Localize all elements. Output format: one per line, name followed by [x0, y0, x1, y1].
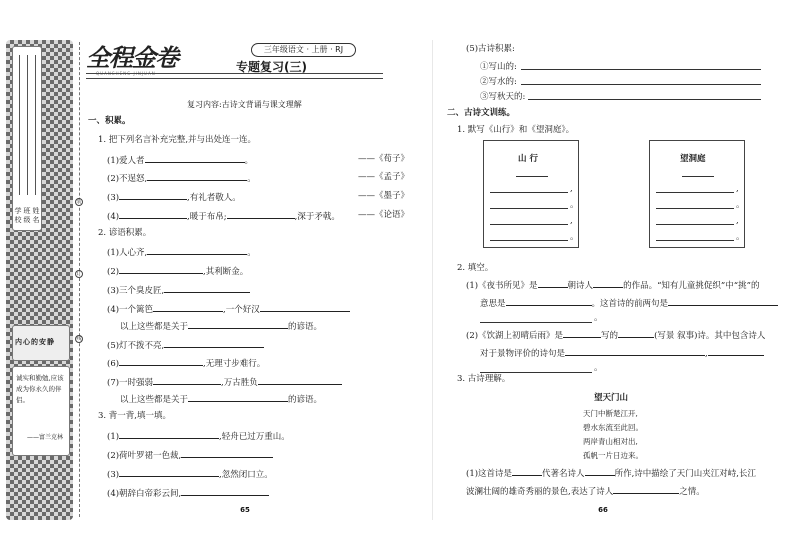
author-line[interactable]: [682, 176, 714, 177]
q2-item-5: (5)灯不拨不亮,: [107, 340, 264, 351]
binding-mark-2: 订: [76, 271, 82, 277]
q3-prompt: 3. 背一背,填一填。: [98, 411, 172, 421]
cut-line: [79, 42, 80, 517]
answer-line[interactable]: [490, 192, 568, 193]
answer-blank[interactable]: [145, 155, 245, 163]
answer-blank[interactable]: [119, 192, 187, 200]
school-label: 学校: [14, 207, 22, 225]
page-divider: [432, 40, 433, 520]
answer-line[interactable]: [480, 322, 592, 323]
r3-item-1: (1)这首诗是 代著名诗人 所作,诗中描绘了天门山夹江对峙,长江: [466, 469, 756, 479]
poem-title: 望天门山: [594, 393, 629, 403]
answer-blank[interactable]: [147, 247, 247, 255]
answer-blank[interactable]: [119, 469, 219, 477]
page-number-right: 66: [590, 504, 616, 516]
answer-blank[interactable]: [181, 488, 269, 496]
answer-blank[interactable]: [506, 298, 592, 306]
answer-line[interactable]: [521, 69, 761, 70]
answer-blank[interactable]: [119, 358, 203, 366]
poem-line: 孤帆一片日边来。: [583, 451, 643, 460]
answer-line[interactable]: [656, 192, 734, 193]
r3-prompt: 3. 古诗理解。: [457, 374, 511, 384]
r2-item-1: (1)《夜书所见》是 朝诗人 的作品。“知有儿童挑促织”中“挑”的: [466, 281, 760, 291]
poem-box-shanxing: 山 行 , 。 , 。: [483, 140, 579, 248]
answer-blank[interactable]: [708, 348, 764, 356]
answer-blank[interactable]: [164, 285, 250, 293]
q5-item-3: ③写秋天的:: [480, 92, 526, 102]
q3-item-4: (4)朝辞白帝彩云间,: [107, 488, 269, 499]
answer-blank[interactable]: [563, 330, 601, 338]
r1-prompt: 1. 默写《山行》和《望洞庭》。: [457, 125, 575, 135]
answer-line[interactable]: [490, 208, 568, 209]
edition-badge: 三年级语文 · 上册 · RJ: [251, 43, 356, 57]
q1-source-1: ——《荀子》: [358, 154, 410, 164]
motto-frame: [12, 366, 70, 456]
q1-item-1: (1)爱人者 。: [107, 156, 254, 166]
answer-blank[interactable]: [227, 211, 295, 219]
q1-item-3: (3) ,有礼者敬人。: [107, 193, 241, 203]
answer-blank[interactable]: [538, 280, 568, 288]
r2-item-1-cont: 意思是 。这首诗的前两句是: [480, 298, 778, 309]
name-label: 姓名: [32, 207, 40, 225]
r3-item-1-cont: 波澜壮阔的雄奇秀丽的景色,表达了诗人 之情。: [466, 487, 705, 497]
motto-title: 内心的安静: [15, 337, 55, 346]
page-title: 专题复习(三): [236, 60, 307, 74]
student-info-frame: [12, 46, 42, 231]
author-line[interactable]: [516, 176, 548, 177]
q2-summary-1: 以上这些都是关于 的谚语。: [120, 322, 323, 332]
answer-line[interactable]: [480, 372, 592, 373]
q1-item-2: (2)不逞怒, 。: [107, 174, 256, 184]
r2-item-2-cont: 对于景物评价的诗句是 ,: [480, 348, 764, 359]
q2-item-3: (3)三个臭皮匠,: [107, 285, 250, 296]
answer-blank[interactable]: [188, 394, 288, 402]
answer-blank[interactable]: [593, 280, 623, 288]
answer-blank[interactable]: [164, 340, 264, 348]
q2-item-4: (4)一个篱笆 ,一个好汉: [107, 304, 350, 315]
motto-author: ——富兰克林: [27, 434, 64, 441]
class-label: 班级: [23, 207, 31, 225]
binding-sidebar: [6, 40, 73, 520]
q1-prompt: 1. 把下列名言补充完整,并与出处连一连。: [98, 135, 257, 145]
q2-item-2: (2) ,其利断金。: [107, 267, 249, 277]
q2-prompt: 2. 谚语积累。: [98, 228, 152, 238]
poem-box-wangdongting: 望洞庭 , 。 , 。: [649, 140, 745, 248]
answer-blank[interactable]: [258, 377, 342, 385]
q2-summary-2: 以上这些都是关于 的谚语。: [120, 395, 323, 405]
q2-item-1: (1)人心齐, 。: [107, 248, 256, 258]
answer-blank[interactable]: [260, 304, 350, 312]
answer-blank[interactable]: [119, 266, 203, 274]
poem-line: 碧水东流至此回。: [583, 423, 643, 432]
answer-blank[interactable]: [119, 431, 219, 439]
logo-subtext: QUANCHENG JINJUAN: [96, 71, 156, 76]
answer-blank[interactable]: [613, 486, 679, 494]
q1-source-2: ——《孟子》: [358, 172, 410, 182]
logo-text: 全程金卷: [86, 44, 178, 72]
poem-box-title: 望洞庭: [680, 154, 706, 164]
answer-line[interactable]: [656, 208, 734, 209]
poem-line: 天门中断楚江开,: [583, 409, 638, 418]
answer-blank[interactable]: [181, 450, 273, 458]
q5-prompt: (5)古诗积累:: [466, 44, 515, 54]
answer-blank[interactable]: [147, 173, 247, 181]
binding-mark-3: 线: [76, 336, 82, 342]
q1-source-3: ——《墨子》: [358, 191, 410, 201]
answer-line[interactable]: [490, 224, 568, 225]
section-1-heading: 一、积累。: [88, 116, 131, 126]
header-rule: [86, 73, 383, 79]
binding-mark-1: 装: [76, 199, 82, 205]
answer-blank[interactable]: [618, 330, 654, 338]
poem-line: 两岸青山相对出,: [583, 437, 638, 446]
poem-box-title: 山 行: [518, 154, 538, 164]
q3-item-3: (3) ,忽然闭口立。: [107, 470, 273, 480]
answer-blank[interactable]: [668, 298, 778, 306]
answer-blank[interactable]: [512, 468, 542, 476]
answer-blank[interactable]: [188, 321, 288, 329]
q5-item-2: ②写水的:: [480, 77, 517, 87]
answer-line[interactable]: [656, 224, 734, 225]
answer-blank[interactable]: [153, 377, 221, 385]
q3-item-2: (2)荷叶罗裙一色裁,: [107, 450, 273, 461]
review-subtitle: 复习内容:古诗文背诵与课文理解: [187, 100, 302, 109]
answer-blank[interactable]: [153, 304, 223, 312]
q5-item-1: ①写山的:: [480, 62, 517, 72]
r2-item-2: (2)《饮湖上初晴后雨》是 写的 (写景 叙事)诗。其中包含诗人: [466, 331, 766, 341]
q3-item-1: (1) ,轻舟已过万重山。: [107, 432, 290, 442]
q2-item-7: (7)一时强弱 ,万古胜负: [107, 377, 342, 388]
answer-blank[interactable]: [119, 211, 187, 219]
q1-item-4: (4) ,暖于布帛; ,深于矛戟。: [107, 212, 340, 222]
answer-line[interactable]: [490, 240, 568, 241]
motto-title-frame: [12, 325, 70, 361]
r2-prompt: 2. 填空。: [457, 263, 494, 273]
q1-source-4: ——《论语》: [358, 210, 410, 220]
answer-line[interactable]: [656, 240, 734, 241]
answer-line[interactable]: [521, 84, 761, 85]
answer-line[interactable]: [528, 99, 761, 100]
section-2-heading: 二、古诗文训练。: [447, 108, 516, 118]
page-number-left: 65: [232, 504, 258, 516]
answer-blank[interactable]: [565, 348, 705, 356]
answer-blank[interactable]: [585, 468, 615, 476]
motto-text: 诚实和勤勉,应该成为你永久的伴侣。: [16, 374, 64, 404]
q2-item-6: (6) ,无理寸步难行。: [107, 359, 266, 369]
